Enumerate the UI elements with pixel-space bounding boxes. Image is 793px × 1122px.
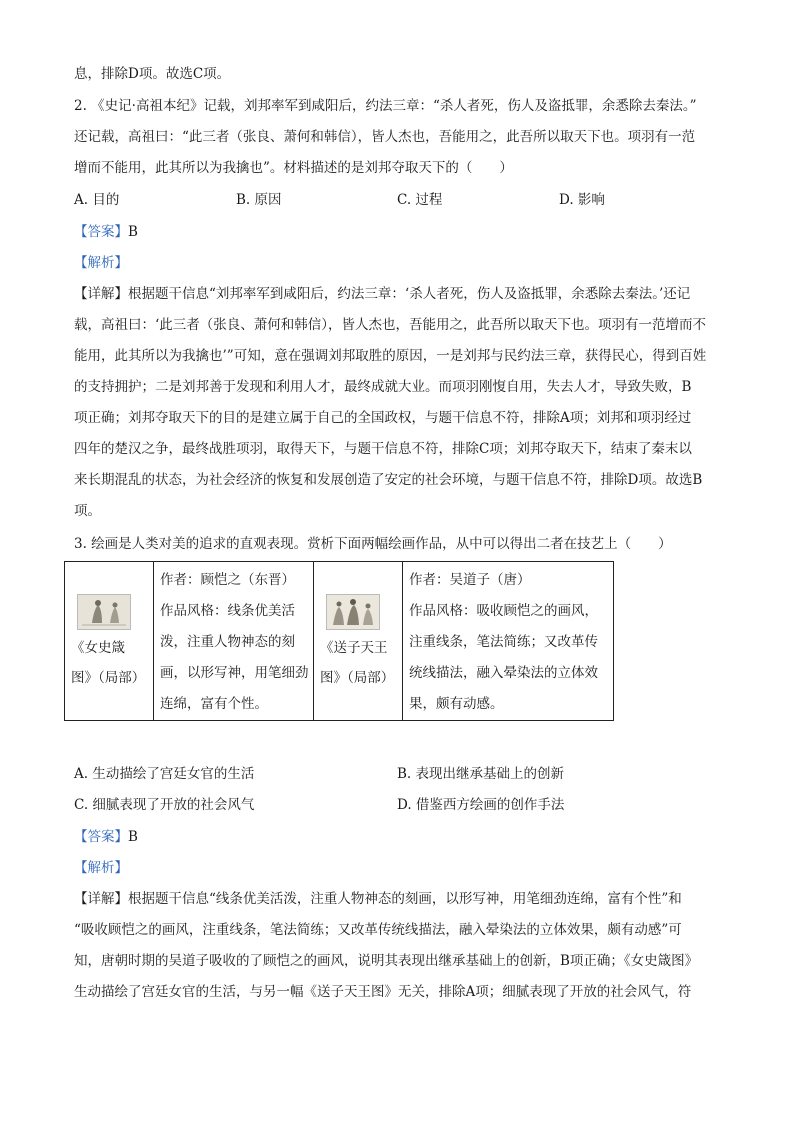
- work2-style-line-1: 作品风格：吸收顾恺之的画风，: [409, 603, 598, 619]
- q2-option-c: C. 过程: [397, 192, 443, 208]
- paintings-table: [64, 561, 614, 721]
- work2-caption-line-1: 《送子天王: [320, 640, 388, 656]
- q2-option-b: B. 原因: [236, 192, 282, 208]
- work1-style-line-4: 连绵，富有个性。: [160, 696, 268, 712]
- q2-detail-line-3: 能用，此其所以为我擒也’”可知，意在强调刘邦取胜的原因，一是刘邦与民约法三章，获得民心，得到百姓: [74, 348, 707, 364]
- work2-style-line-2: 注重线条，笔法简练；又改革传: [409, 634, 598, 650]
- work1-author: 作者：顾恺之（东晋）: [160, 572, 295, 588]
- q2-detail-line-7: 来长期混乱的状态，为社会经济的恢复和发展创造了安定的社会环境，与题干信息不符，排除D项。故选B: [74, 472, 703, 488]
- work2-style-line-4: 果，颇有动感。: [409, 696, 504, 712]
- q3-answer-label: 【答案】: [74, 829, 128, 845]
- q3-option-b: B. 表现出继承基础上的创新: [397, 766, 565, 782]
- q2-stem-line-3: 增而不能用，此其所以为我擒也”。材料描述的是刘邦夺取天下的（ ）: [74, 160, 513, 176]
- q3-stem: 3. 绘画是人类对美的追求的直观表现。赏析下面两幅绘画作品，从中可以得出二者在技艺上（ ）: [74, 536, 672, 552]
- q2-answer: [74, 222, 138, 242]
- q3-detail-line-3: 知，唐朝时期的吴道子吸收的了顾恺之的画风，说明其表现出继承基础上的创新，B项正确；《女史箴图》: [74, 953, 699, 969]
- work1-caption-line-2: 图》（局部）: [71, 670, 146, 686]
- work1-style-line-2: 泼，注重人物神态的刻: [160, 634, 295, 650]
- q2-option-a: A. 目的: [74, 192, 120, 208]
- q2-option-d: D. 影响: [559, 192, 605, 208]
- painting-figure-icon: [78, 595, 130, 629]
- q2-detail-line-8: 项。: [74, 503, 101, 519]
- q2-detail-line-2: 载，高祖曰：‘此三者（张良、萧何和韩信），皆人杰也，吾能用之，此吾所以取天下也。项羽有一范增而不: [74, 317, 707, 333]
- work2-image-cell: [314, 562, 403, 721]
- work1-description-cell: [154, 562, 314, 721]
- painting-thumbnail-songzi: [326, 594, 380, 630]
- work1-caption-line-1: 《女史箴: [71, 640, 125, 656]
- q3-detail-line-4: 生动描绘了宫廷女官的生活，与另一幅《送子天王图》无关，排除A项；细腻表现了开放的社会风气，符: [74, 984, 692, 1000]
- q3-option-a: A. 生动描绘了宫廷女官的生活: [74, 766, 255, 782]
- q2-answer-label: 【答案】: [74, 224, 128, 240]
- q2-detail-label: 【详解】: [74, 286, 128, 302]
- q3-option-c: C. 细腻表现了开放的社会风气: [74, 797, 255, 813]
- q3-detail-line-2: “吸收顾恺之的画风，注重线条，笔法简练；又改革传统线描法，融入晕染法的立体效果，颇有动感”可: [74, 922, 682, 938]
- q2-detail-line-5: 项正确；刘邦夺取天下的目的是建立属于自己的全国政权，与题干信息不符，排除A项；刘邦和项羽经过: [74, 410, 692, 426]
- painting-figures-icon: [327, 595, 379, 629]
- q3-option-d: D. 借鉴西方绘画的创作手法: [397, 797, 565, 813]
- q2-answer-value: B: [128, 224, 138, 240]
- work1-style-line-3: 画，以形写神，用笔细劲: [160, 665, 309, 681]
- q3-detail-label: 【详解】: [74, 891, 128, 907]
- q2-detail-line-4: 的支持拥护；二是刘邦善于发现和利用人才，最终成就大业。而项羽刚愎自用，失去人才，导致失败，B: [74, 379, 692, 395]
- q2-detail-line-6: 四年的楚汉之争，最终战胜项羽，取得天下，与题干信息不符，排除C项；刘邦夺取天下，结束了秦末以: [74, 441, 692, 457]
- q2-stem-line-2: 还记载，高祖曰：“此三者（张良、萧何和韩信），皆人杰也，吾能用之，此吾所以取天下也。项羽有一范: [74, 129, 696, 145]
- q2-analysis-label: 【解析】: [74, 255, 128, 271]
- work2-style-line-3: 统线描法，融入晕染法的立体效: [409, 665, 598, 681]
- painting-thumbnail-nvshizhen: [77, 594, 131, 630]
- q2-stem-line-1: 2. 《史记·高祖本纪》记载，刘邦率军到咸阳后，约法三章：“杀人者死，伤人及盗抵罪，余悉除去秦法。”: [74, 98, 697, 114]
- q1-tail: 息，排除D项。故选C项。: [74, 66, 231, 82]
- q3-analysis-label: 【解析】: [74, 860, 128, 876]
- work2-caption-line-2: 图》（局部）: [320, 670, 395, 686]
- q2-detail-line-1: 【详解】根据题干信息“刘邦率军到咸阳后，约法三章：‘杀人者死，伤人及盗抵罪，余悉除去秦法。’还记: [74, 286, 691, 302]
- q3-answer-value: B: [128, 829, 138, 845]
- work2-description-cell: [403, 562, 614, 721]
- work1-image-cell: [65, 562, 154, 721]
- q3-detail-line-1: 【详解】根据题干信息“线条优美活泼，注重人物神态的刻画，以形写神，用笔细劲连绵，富有个性”和: [74, 891, 682, 907]
- work2-author: 作者：吴道子（唐）: [409, 572, 531, 588]
- work1-style-line-1: 作品风格：线条优美活: [160, 603, 295, 619]
- q3-answer: [74, 827, 138, 847]
